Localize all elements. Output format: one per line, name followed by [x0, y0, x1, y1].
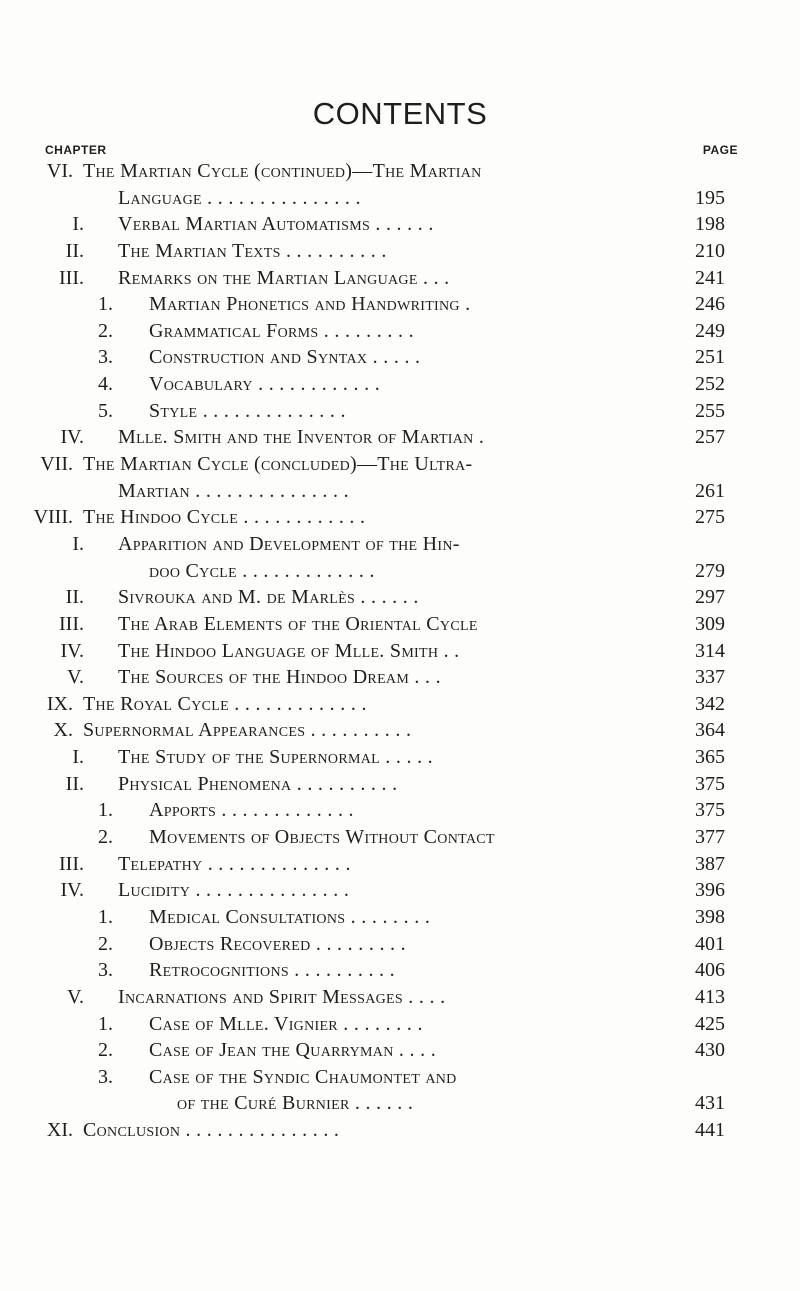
- entry-title: Supernormal Appearances . . . . . . . . . .: [83, 719, 412, 742]
- entry-number: II.: [65, 586, 84, 609]
- entry-title: The Martian Cycle (continued)—The Martian: [83, 160, 482, 182]
- entry-title: Conclusion . . . . . . . . . . . . . . .: [83, 1119, 340, 1142]
- toc-entry: [0, 185, 800, 212]
- entry-title: Case of the Syndic Chaumontet and: [149, 1065, 457, 1088]
- entry-page-number: 401: [695, 932, 725, 955]
- entry-number: 3.: [98, 346, 113, 369]
- entry-number: IV.: [60, 879, 84, 902]
- toc-entry: [0, 771, 800, 798]
- entry-page-number: 342: [695, 692, 725, 715]
- entry-number: IX.: [46, 692, 73, 715]
- entry-title: The Martian Cycle (concluded)—The Ultra-: [83, 453, 473, 476]
- entry-number: III.: [59, 612, 84, 635]
- entry-page-number: 365: [695, 746, 725, 769]
- entry-page-number: 297: [695, 586, 725, 609]
- entry-number: 2.: [98, 826, 113, 849]
- toc-entry: [0, 1011, 800, 1038]
- entry-title: The Hindoo Language of Mlle. Smith . .: [118, 639, 460, 662]
- entry-title: Construction and Syntax . . . . .: [149, 346, 421, 369]
- entry-title: The Arab Elements of the Oriental Cycle: [118, 612, 478, 635]
- entry-title: Grammatical Forms . . . . . . . . .: [149, 319, 414, 342]
- entry-number: X.: [53, 719, 73, 742]
- entry-number: VIII.: [33, 506, 73, 529]
- entry-number: II.: [65, 239, 84, 262]
- entry-number: 1.: [98, 799, 113, 822]
- toc-entry: [0, 957, 800, 984]
- toc-entry: [0, 478, 800, 505]
- entry-title: of the Curé Burnier . . . . . .: [177, 1092, 414, 1115]
- entry-number: V.: [67, 666, 84, 689]
- entry-title: Vocabulary . . . . . . . . . . . .: [149, 373, 380, 396]
- toc-entry: [0, 931, 800, 958]
- entry-number: III.: [59, 266, 84, 289]
- entry-page-number: 195: [695, 186, 725, 209]
- entry-number: I.: [72, 213, 84, 236]
- entry-number: I.: [72, 746, 84, 769]
- entry-page-number: 430: [695, 1039, 725, 1062]
- entry-page-number: 396: [695, 879, 725, 902]
- entry-number: 3.: [98, 959, 113, 982]
- entry-number: 2.: [98, 932, 113, 955]
- entry-number: 1.: [98, 293, 113, 316]
- toc-entry: [0, 717, 800, 744]
- entry-number: XI.: [46, 1119, 73, 1142]
- toc-entry: [0, 824, 800, 851]
- entry-page-number: 241: [695, 266, 725, 289]
- toc-entry: [0, 1117, 800, 1144]
- entry-title: Remarks on the Martian Language . . .: [118, 266, 450, 289]
- entry-title: The Hindoo Cycle . . . . . . . . . . . .: [83, 506, 366, 529]
- entry-title: The Sources of the Hindoo Dream . . .: [118, 666, 441, 689]
- entry-number: 3.: [98, 1065, 113, 1088]
- entry-title: Language . . . . . . . . . . . . . . .: [118, 186, 361, 209]
- entry-page-number: 425: [695, 1012, 725, 1035]
- toc-entry: [0, 877, 800, 904]
- entry-number: 1.: [98, 905, 113, 928]
- toc-entry: [0, 797, 800, 824]
- entry-page-number: 377: [695, 826, 725, 849]
- toc-entry: [0, 398, 800, 425]
- toc-entry: [0, 344, 800, 371]
- entry-title: Retrocognitions . . . . . . . . . .: [149, 959, 395, 982]
- entry-page-number: 246: [695, 293, 725, 316]
- entry-title: Martian Phonetics and Handwriting .: [149, 293, 471, 316]
- toc-entry: [0, 424, 800, 451]
- entry-number: IV.: [60, 426, 84, 449]
- entry-page-number: 249: [695, 319, 725, 342]
- toc-entry: [0, 291, 800, 318]
- entry-title: Lucidity . . . . . . . . . . . . . . .: [118, 879, 350, 902]
- entry-page-number: 309: [695, 612, 725, 635]
- toc-entry: [0, 744, 800, 771]
- toc-entry: [0, 904, 800, 931]
- entry-title: Incarnations and Spirit Messages . . . .: [118, 985, 446, 1008]
- toc-entry: [0, 1090, 800, 1117]
- entry-number: VII.: [40, 453, 73, 476]
- entry-page-number: 441: [695, 1119, 725, 1142]
- entry-title: Telepathy . . . . . . . . . . . . . .: [118, 852, 351, 875]
- entry-number: II.: [65, 772, 84, 795]
- entry-page-number: 387: [695, 852, 725, 875]
- entry-page-number: 210: [695, 239, 725, 262]
- toc-entry: [0, 984, 800, 1011]
- entry-title: Physical Phenomena . . . . . . . . . .: [118, 772, 398, 795]
- entry-number: III.: [59, 852, 84, 875]
- toc-entry: [0, 558, 800, 585]
- entry-title: doo Cycle . . . . . . . . . . . . .: [149, 559, 375, 582]
- toc-entry: [0, 584, 800, 611]
- entry-title: Apparition and Development of the Hin-: [118, 532, 460, 555]
- entry-title: Case of Jean the Quarryman . . . .: [149, 1039, 437, 1062]
- entry-page-number: 314: [695, 639, 725, 662]
- entry-page-number: 398: [695, 905, 725, 928]
- toc-entry: [0, 371, 800, 398]
- entry-page-number: 406: [695, 959, 725, 982]
- toc-entry: [0, 531, 800, 558]
- toc-entry: [0, 265, 800, 292]
- entry-number: 4.: [98, 373, 113, 396]
- entry-title: Verbal Martian Automatisms . . . . . .: [118, 213, 434, 236]
- toc-entry: [0, 238, 800, 265]
- toc-entry: [0, 691, 800, 718]
- entry-number: 2.: [98, 319, 113, 342]
- entry-title: Style . . . . . . . . . . . . . .: [149, 399, 346, 422]
- entry-page-number: 252: [695, 373, 725, 396]
- entry-number: 1.: [98, 1012, 113, 1035]
- entry-page-number: 375: [695, 772, 725, 795]
- toc-entry: [0, 611, 800, 638]
- page-title: CONTENTS: [312, 96, 488, 131]
- entry-title: Objects Recovered . . . . . . . . .: [149, 932, 406, 955]
- entry-title: The Martian Texts . . . . . . . . . .: [118, 239, 387, 262]
- table-of-contents: [0, 158, 800, 1144]
- toc-entry: [0, 158, 800, 185]
- toc-entry: [0, 318, 800, 345]
- toc-entry: [0, 638, 800, 665]
- entry-page-number: 364: [695, 719, 725, 742]
- toc-entry: [0, 664, 800, 691]
- entry-title: Apports . . . . . . . . . . . . .: [149, 799, 354, 822]
- entry-page-number: 198: [695, 213, 725, 236]
- entry-page-number: 413: [695, 985, 725, 1008]
- entry-number: I.: [72, 532, 84, 555]
- entry-page-number: 431: [695, 1092, 725, 1115]
- entry-title: Medical Consultations . . . . . . . .: [149, 905, 431, 928]
- toc-entry: [0, 1037, 800, 1064]
- page-column-label: PAGE: [702, 143, 738, 157]
- chapter-column-label: CHAPTER: [45, 143, 107, 157]
- entry-number: VI.: [46, 160, 73, 182]
- toc-entry: [0, 504, 800, 531]
- entry-number: V.: [67, 985, 84, 1008]
- entry-page-number: 251: [695, 346, 725, 369]
- entry-page-number: 255: [695, 399, 725, 422]
- entry-title: The Royal Cycle . . . . . . . . . . . . .: [83, 692, 367, 715]
- entry-title: Case of Mlle. Vignier . . . . . . . .: [149, 1012, 423, 1035]
- entry-title: The Study of the Supernormal . . . . .: [118, 746, 433, 769]
- entry-number: 5.: [98, 399, 113, 422]
- entry-page-number: 279: [695, 559, 725, 582]
- entry-page-number: 275: [695, 506, 725, 529]
- toc-entry: [0, 1064, 800, 1091]
- entry-number: IV.: [60, 639, 84, 662]
- toc-entry: [0, 211, 800, 238]
- toc-entry: [0, 451, 800, 478]
- entry-title: Sivrouka and M. de Marlès . . . . . .: [118, 586, 419, 609]
- entry-title: Martian . . . . . . . . . . . . . . .: [118, 479, 349, 502]
- entry-title: Mlle. Smith and the Inventor of Martian .: [118, 426, 485, 449]
- entry-page-number: 257: [695, 426, 725, 449]
- entry-page-number: 337: [695, 666, 725, 689]
- toc-entry: [0, 851, 800, 878]
- entry-title: Movements of Objects Without Contact: [149, 826, 495, 849]
- entry-page-number: 375: [695, 799, 725, 822]
- entry-page-number: 261: [695, 479, 725, 502]
- entry-number: 2.: [98, 1039, 113, 1062]
